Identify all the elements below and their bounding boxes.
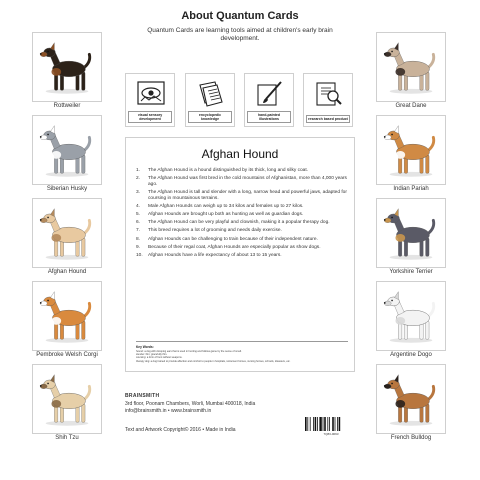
key-words-section: [136, 341, 348, 363]
dog-card-rottweiler[interactable]: [32, 32, 102, 102]
dog-card-afghan-hound[interactable]: [32, 198, 102, 268]
afghan-hound-illustration: [33, 199, 101, 267]
dog-card-pembroke-welsh-corgi[interactable]: [32, 281, 102, 351]
feature-label: encyclopedic knowledge: [188, 111, 232, 123]
breed-info-card: [125, 137, 355, 372]
page-title: About Quantum Cards: [181, 10, 299, 22]
publisher-contact[interactable]: info@brainsmith.in • www.brainsmith.in: [125, 408, 212, 414]
barcode-bars: [305, 417, 357, 431]
fact-item: 2. The Afghan Hound was first bred in the cold mountains of Afghanistan, more than 4,000 years ago.: [136, 176, 347, 187]
key-word-definition: slender: thin; gracefully thin.: [136, 353, 168, 357]
books-icon: [195, 79, 227, 109]
rottweiler-illustration: [33, 33, 101, 101]
dog-label-shih-tzu: Shih Tzu: [55, 435, 79, 441]
shih-tzu-illustration: [33, 365, 101, 433]
barcode: [305, 417, 357, 431]
feature-hand-painted: [244, 73, 294, 127]
feature-label: hand-painted illustrations: [247, 111, 291, 123]
pembroke-welsh-corgi-illustration: [33, 282, 101, 350]
fact-item: 6. The Afghan Hound can be very playful and clownish, making it a popular therapy dog.: [136, 220, 330, 226]
dog-card-great-dane[interactable]: [376, 32, 446, 102]
feature-label: visual sensory development: [128, 111, 172, 123]
dog-label-pembroke-welsh-corgi: Pembroke Welsh Corgi: [36, 352, 98, 358]
publisher-address: 3rd floor, Poonam Chambers, Worli, Mumbai 400018, India: [125, 401, 256, 407]
publisher-name: BRAINSMITH: [125, 393, 160, 399]
dog-label-indian-pariah: Indian Pariah: [393, 186, 429, 192]
eye-brain-icon: [135, 79, 167, 109]
paintbrush-icon: [254, 79, 286, 109]
yorkshire-terrier-illustration: [377, 199, 445, 267]
fact-item: 10. Afghan Hounds have a life expectancy of about 13 to 15 years.: [136, 252, 282, 258]
dog-label-rottweiler: Rottweiler: [53, 103, 81, 109]
key-word-definition: hound: a dog with drooping ears that is used in hunting and follows game by the sense of smell.: [136, 350, 242, 353]
dog-label-french-bulldog: French Bulldog: [390, 435, 432, 441]
page-subtitle: Quantum Cards are learning tools aimed at children's early brain development.: [147, 27, 333, 42]
dog-card-shih-tzu[interactable]: [32, 364, 102, 434]
breed-title: Afghan Hound: [201, 147, 279, 161]
feature-visual-sensory: [125, 73, 175, 127]
dog-card-indian-pariah[interactable]: [376, 115, 446, 185]
feature-encyclopedic: [185, 73, 235, 127]
fact-item: 4. Male Afghan Hounds can weigh up to 34 kilos and females up to 27 kilos.: [136, 203, 304, 209]
key-word-definition: coursing: a form of hunt without weapons.: [136, 356, 183, 360]
fact-item: 5. Afghan Hounds are brought up both as hunting as well as guardian dogs.: [136, 211, 304, 217]
dog-label-argentine-dogo: Argentine Dogo: [390, 352, 432, 358]
copyright-notice: Text and Artwork Copyright© 2016 • Made in India: [125, 427, 236, 433]
dog-label-great-dane: Great Dane: [395, 103, 427, 109]
dog-label-siberian-husky: Siberian Husky: [46, 186, 88, 192]
dog-label-afghan-hound: Afghan Hound: [47, 269, 87, 275]
fact-item: 7. This breed requires a lot of grooming and needs daily exercise.: [136, 228, 282, 234]
fact-list: [136, 168, 348, 261]
key-words-title: Key Words:: [136, 345, 154, 349]
magnifier-icon: [313, 79, 345, 109]
dog-card-siberian-husky[interactable]: [32, 115, 102, 185]
fact-item: 1. The Afghan Hound is a hound distinguished by its thick, long and silky coat.: [136, 168, 308, 173]
argentine-dogo-illustration: [377, 282, 445, 350]
siberian-husky-illustration: [33, 116, 101, 184]
key-word-definition: therapy dog: a dog trained to provide affection and comfort to people in hospitals, retirement homes, nursing homes, schools, disasters, etc.: [136, 359, 291, 363]
barcode-number: 7Q83-0093: [323, 432, 339, 436]
great-dane-illustration: [377, 33, 445, 101]
dog-card-yorkshire-terrier[interactable]: [376, 198, 446, 268]
dog-label-yorkshire-terrier: Yorkshire Terrier: [389, 269, 433, 275]
fact-item: 3. The Afghan Hound is tall and slender with a long, narrow head and powerful jaws, adapted for coursing in mountainous terrains.: [136, 189, 347, 201]
feature-label: research based product: [306, 115, 350, 123]
dog-card-argentine-dogo[interactable]: [376, 281, 446, 351]
fact-item: 9. Because of their regal coat, Afghan Hounds are especially popular as show dogs.: [136, 244, 321, 250]
french-bulldog-illustration: [377, 365, 445, 433]
feature-research-based: [303, 73, 353, 127]
fact-item: 8. Afghan Hounds can be challenging to train because of their independent nature.: [136, 236, 318, 242]
indian-pariah-illustration: [377, 116, 445, 184]
dog-card-french-bulldog[interactable]: [376, 364, 446, 434]
